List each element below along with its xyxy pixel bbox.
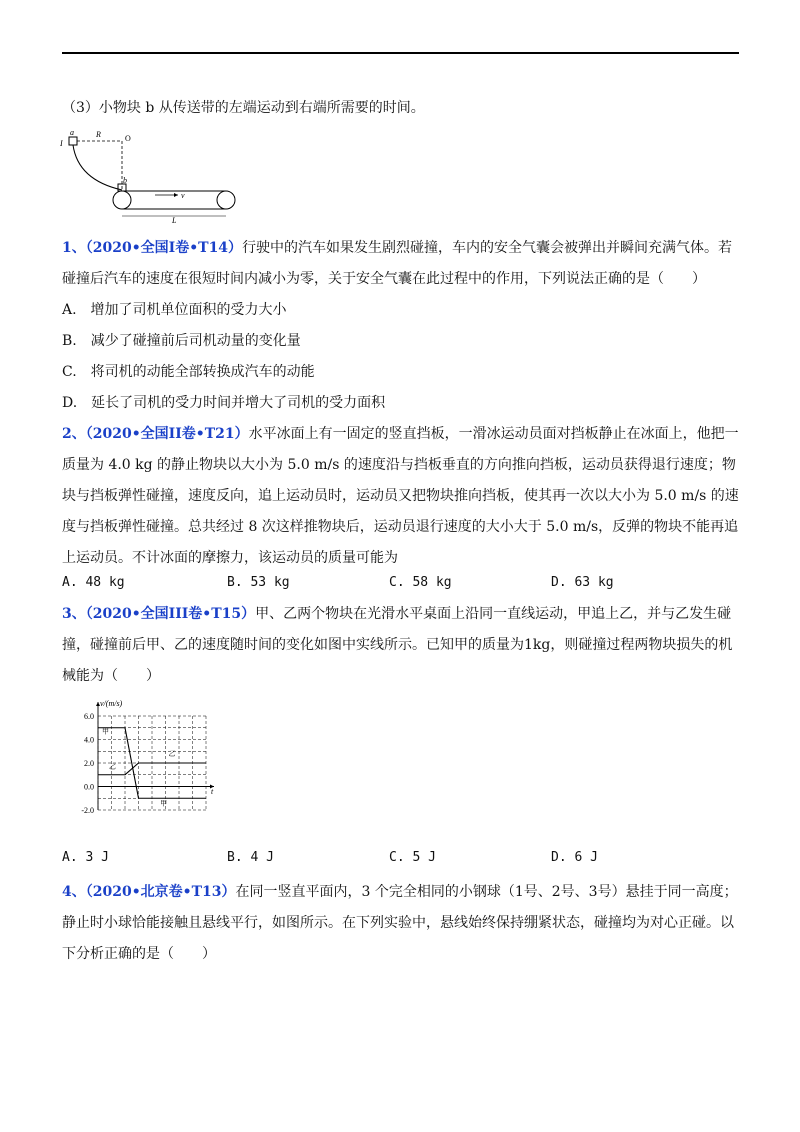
- block-a: [69, 137, 77, 145]
- header-rule: [62, 52, 739, 54]
- q2-option-d: D. 63 kg: [551, 575, 614, 590]
- q1-option-d: D. 延长了司机的受力时间并增大了司机的受力面积: [62, 395, 386, 411]
- label-R: R: [96, 130, 101, 139]
- pulley-right: [217, 191, 235, 209]
- q4-line-2: 静止时小球恰能接触且悬线平行，如图所示。在下列实验中，悬线始终保持绷紧状态，碰撞均为对心正碰。以: [62, 915, 734, 931]
- q4-text-1: 在同一竖直平面内，3 个完全相同的小钢球（1号、2号、3号）悬挂于同一高度；: [235, 884, 738, 900]
- q3-text-1: 甲、乙两个物块在光滑水平桌面上沿同一直线运动，甲追上乙，并与乙发生碰: [255, 606, 732, 622]
- q3-head: 3、（2020•全国III卷•T15）: [62, 606, 256, 622]
- chart-axes: [96, 702, 214, 810]
- conveyor-figure: [60, 128, 240, 224]
- velocity-time-chart: [60, 698, 220, 823]
- series-label-yi-after: 乙: [168, 749, 176, 758]
- q4-line-1: [62, 882, 738, 902]
- series-label-yi: 乙: [108, 762, 116, 771]
- q3-option-d: D. 6 J: [551, 850, 598, 865]
- q2-line-3: 块与挡板弹性碰撞，速度反向，追上运动员时，运动员又把物块推向挡板，使其再一次以大小为 5.0 m/s 的速: [62, 488, 739, 504]
- y-tick-label: 6.0: [84, 712, 94, 721]
- q2-line-2: 质量为 4.0 kg 的静止物块以大小为 5.0 m/s 的速度沿与挡板垂直的方向推向挡板，运动员获得退行速度；物: [62, 457, 736, 473]
- q4-line-3: 下分析正确的是（ ）: [62, 946, 216, 962]
- y-tick-label: -2.0: [81, 806, 94, 815]
- label-v: v: [181, 191, 185, 200]
- q3-option-a: A. 3 J: [62, 850, 109, 865]
- q2-line-4: 度与挡板弹性碰撞。总共经过 8 次这样推物块后，运动员退行速度的大小大于 5.0 m/s，反弹的物块不能再追: [62, 519, 739, 535]
- label-a: a: [70, 128, 74, 137]
- q3-line-1: [62, 604, 731, 624]
- q3-line-3: 械能为（ ）: [62, 668, 160, 684]
- label-O: O: [125, 134, 131, 143]
- q1-head: 1、（2020•全国I卷•T14）: [62, 240, 243, 256]
- q3-option-c: C. 5 J: [389, 850, 436, 865]
- q2-line-5: 上运动员。不计冰面的摩擦力，该运动员的质量可能为: [62, 550, 398, 566]
- q3-line-2: 撞，碰撞前后甲、乙的速度随时间的变化如图中实线所示。已知甲的质量为1kg，则碰撞过程两物块损失的机: [62, 637, 733, 653]
- q3-option-b: B. 4 J: [227, 850, 274, 865]
- q2-option-b: B. 53 kg: [227, 575, 290, 590]
- q1-option-b: B. 减少了碰撞前后司机动量的变化量: [62, 333, 301, 349]
- series-label-jia-after: 甲: [160, 799, 168, 808]
- y-tick-label: 4.0: [84, 735, 94, 745]
- label-a-left: I: [60, 139, 63, 148]
- arc-track: [73, 145, 122, 190]
- y-tick-label: 0.0: [84, 782, 94, 792]
- q2-option-a: A. 48 kg: [62, 575, 125, 590]
- q1-option-a: A. 增加了司机单位面积的受力大小: [62, 302, 287, 318]
- series-label-jia: 甲: [102, 727, 110, 736]
- q1-line-2: 碰撞后汽车的速度在很短时间内减小为零，关于安全气囊在此过程中的作用，下列说法正确的是（ ）: [62, 271, 706, 287]
- q2-head: 2、（2020•全国II卷•T21）: [62, 426, 249, 442]
- x-axis-label: t: [211, 787, 214, 796]
- q2-line-1: [62, 424, 739, 444]
- y-tick-label: 2.0: [84, 759, 94, 768]
- label-b: b: [123, 176, 127, 185]
- q2-option-c: C. 58 kg: [389, 575, 452, 590]
- q1-line-1: [62, 238, 732, 258]
- pulley-left: [113, 191, 131, 209]
- chart-ticks: [81, 712, 94, 815]
- q4-head: 4、（2020•北京卷•T13）: [62, 884, 236, 900]
- q2-text-1: 水平冰面上有一固定的竖直挡板，一滑冰运动员面对挡板静止在冰面上，他把一: [248, 426, 739, 442]
- q1-option-c: C. 将司机的动能全部转换成汽车的动能: [62, 364, 315, 380]
- intro-line: （3）小物块 b 从传送带的左端运动到右端所需要的时间。: [62, 100, 425, 116]
- q1-text-1: 行驶中的汽车如果发生剧烈碰撞，车内的安全气囊会被弹出并瞬间充满气体。若: [242, 240, 733, 256]
- y-axis-label: v/(m/s): [100, 699, 123, 708]
- label-L: L: [172, 216, 177, 224]
